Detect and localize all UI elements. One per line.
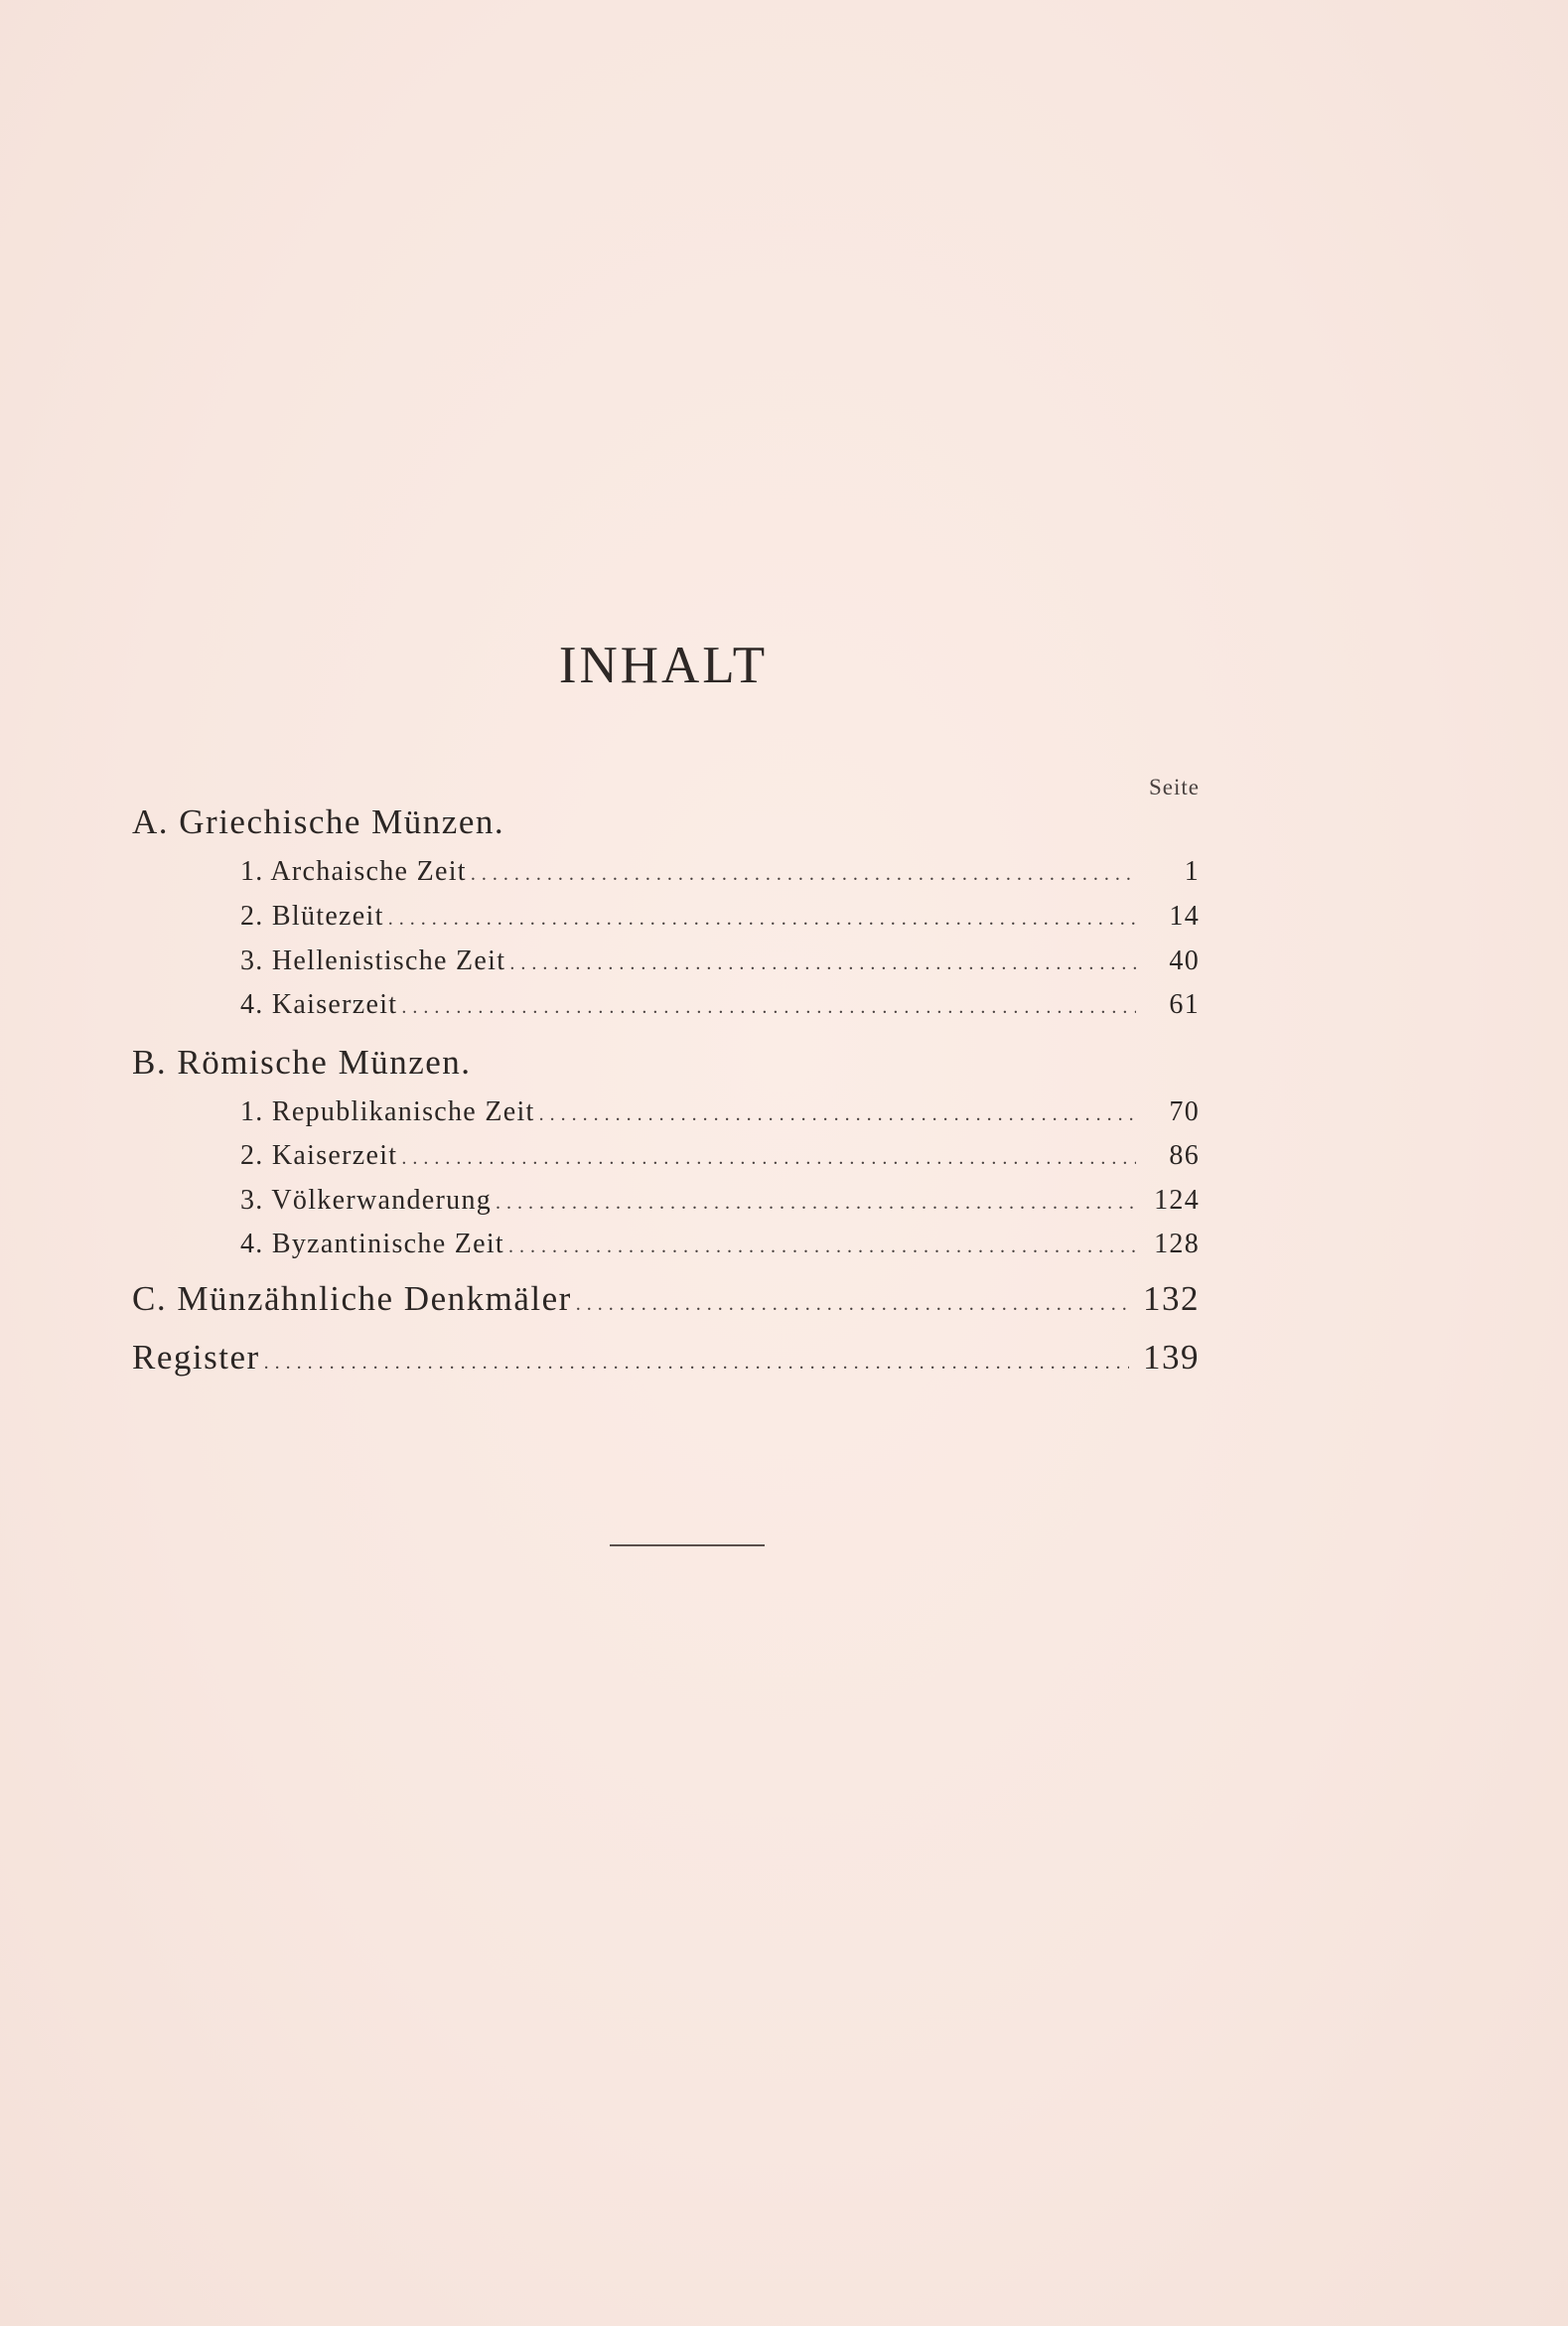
toc-entry-label: C. Münzähnliche Denkmäler (132, 1279, 572, 1318)
toc-entry-page: 124 (1154, 1185, 1200, 1216)
toc-entry (240, 901, 1200, 933)
page-column-label: Seite (1149, 775, 1200, 800)
dot-leader (471, 863, 1136, 886)
toc-entry-page: 70 (1169, 1096, 1200, 1127)
toc-entry-label: 1. Republikanische Zeit (240, 1096, 535, 1127)
closing-rule (610, 1544, 765, 1546)
toc-entry-page: 86 (1169, 1140, 1200, 1171)
dot-leader (388, 908, 1136, 931)
dot-leader (508, 1236, 1136, 1258)
toc-entry-label: 4. Byzantinische Zeit (240, 1229, 505, 1259)
toc-entry-label: 2. Kaiserzeit (240, 1140, 398, 1171)
toc-entry-page: 132 (1143, 1279, 1200, 1318)
toc-entry-page: 128 (1154, 1229, 1200, 1259)
toc-main-entry (132, 1279, 1200, 1319)
dot-leader (509, 952, 1136, 975)
toc-entry (240, 1096, 1200, 1128)
dot-leader (576, 1293, 1129, 1316)
section-label: B. Römische Münzen. (132, 1043, 472, 1082)
toc-entry (240, 1229, 1200, 1260)
toc-entry-page: 61 (1169, 989, 1200, 1020)
toc-entry-label: 1. Archaische Zeit (240, 856, 467, 887)
dot-leader (539, 1103, 1136, 1126)
toc-main-entry (132, 1338, 1200, 1378)
toc-entry-label: 4. Kaiserzeit (240, 989, 398, 1020)
toc-entry (240, 1140, 1200, 1172)
toc-entry-page: 40 (1169, 945, 1200, 976)
dot-leader (496, 1192, 1136, 1215)
page-title: INHALT (558, 637, 769, 694)
dot-leader (401, 1147, 1136, 1170)
toc-entry-label: Register (132, 1338, 260, 1377)
toc-entry (240, 989, 1200, 1021)
toc-entry-label: 3. Hellenistische Zeit (240, 945, 506, 976)
section-label: A. Griechische Münzen. (132, 802, 505, 841)
toc-entry-label: 2. Blütezeit (240, 901, 384, 932)
toc-entry (240, 945, 1200, 977)
toc-entry-label: 3. Völkerwanderung (240, 1185, 493, 1216)
section-heading-b (132, 1043, 476, 1083)
toc-entry-page: 1 (1184, 856, 1200, 887)
toc-entry-page: 14 (1169, 901, 1200, 932)
section-heading-a (132, 802, 508, 842)
dot-leader (401, 996, 1136, 1019)
toc-entry (240, 1185, 1200, 1217)
toc-entry-page: 139 (1143, 1338, 1200, 1377)
toc-entry (240, 856, 1200, 888)
dot-leader (264, 1352, 1129, 1375)
